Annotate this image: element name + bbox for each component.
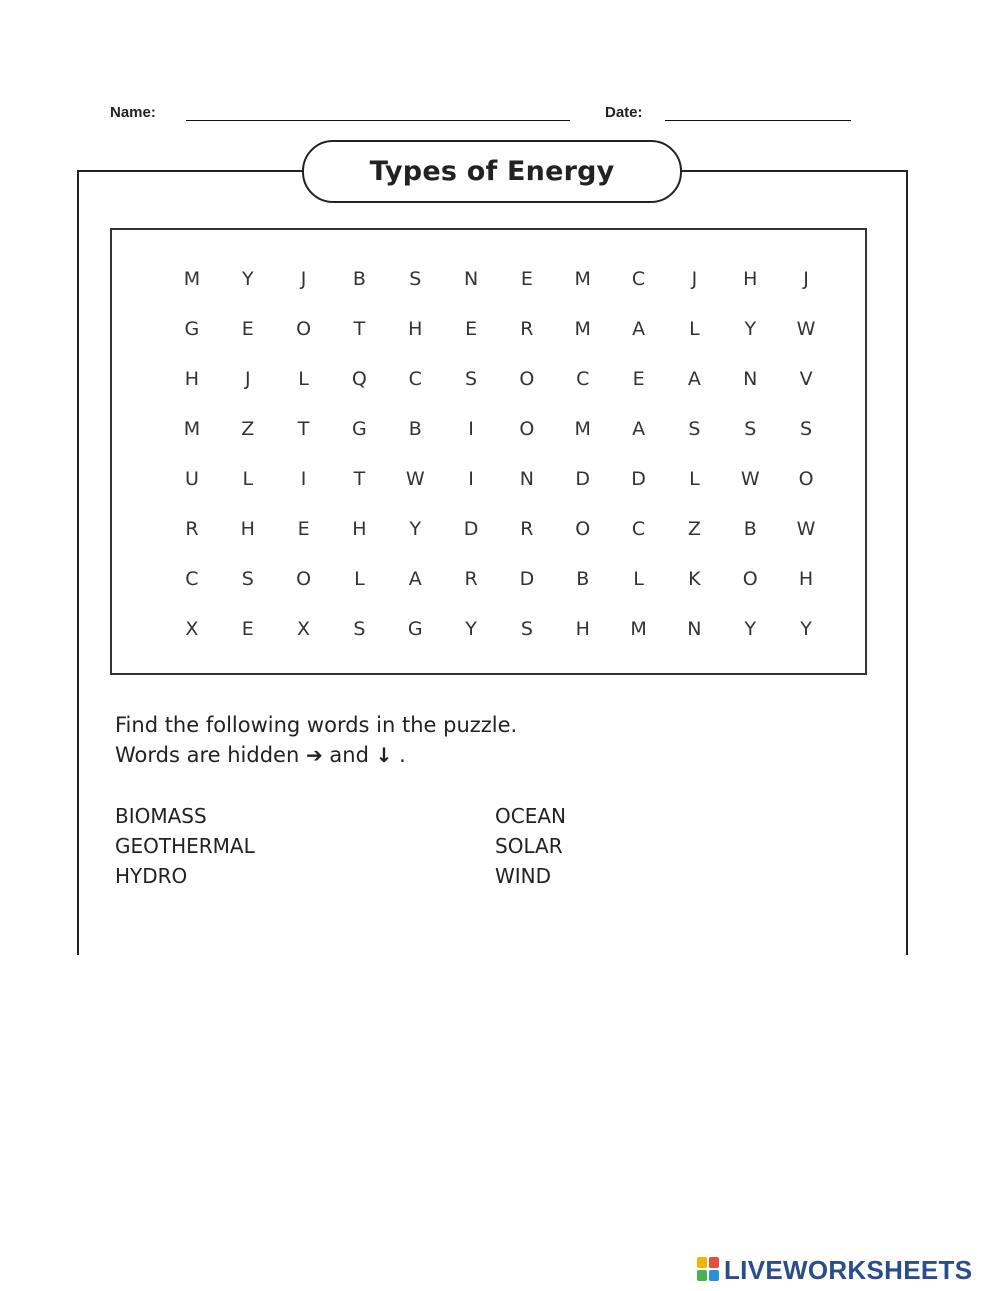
puzzle-letter[interactable]: R — [464, 568, 478, 590]
title-banner — [302, 140, 682, 203]
puzzle-letter[interactable]: C — [185, 568, 199, 590]
puzzle-letter[interactable]: S — [409, 268, 422, 290]
word-list-item: HYDRO — [115, 864, 188, 888]
word-search-grid — [164, 254, 834, 654]
puzzle-letter[interactable]: E — [520, 268, 533, 290]
puzzle-letter[interactable]: G — [407, 618, 423, 640]
puzzle-letter[interactable]: M — [574, 268, 591, 290]
puzzle-letter[interactable]: A — [632, 418, 646, 440]
puzzle-letter[interactable]: S — [241, 568, 254, 590]
puzzle-letter[interactable]: M — [183, 268, 201, 290]
puzzle-letter[interactable]: S — [688, 418, 701, 440]
puzzle-letter[interactable]: H — [743, 268, 758, 290]
puzzle-letter[interactable]: Y — [241, 268, 254, 290]
puzzle-letter[interactable]: R — [185, 518, 199, 540]
puzzle-letter[interactable]: S — [520, 618, 533, 640]
puzzle-letter[interactable]: N — [519, 468, 535, 490]
puzzle-letter[interactable]: B — [743, 518, 757, 540]
word-list-item: BIOMASS — [115, 804, 207, 828]
puzzle-letter[interactable]: S — [744, 418, 757, 440]
puzzle-letter[interactable]: I — [468, 468, 474, 490]
watermark-text: LIVEWORKSHEETS — [724, 1254, 973, 1285]
puzzle-letter[interactable]: C — [576, 368, 590, 390]
puzzle-letter[interactable]: X — [185, 618, 199, 640]
puzzle-letter[interactable]: S — [800, 418, 813, 440]
puzzle-letter[interactable]: Y — [465, 618, 477, 640]
puzzle-letter[interactable]: D — [575, 468, 591, 490]
puzzle-letter[interactable]: O — [296, 318, 312, 340]
puzzle-letter[interactable]: N — [687, 618, 702, 640]
word-list-item: OCEAN — [495, 804, 566, 828]
instructions-period: . — [399, 743, 406, 767]
puzzle-letter[interactable]: O — [575, 518, 591, 540]
puzzle-letter[interactable]: M — [630, 618, 647, 640]
puzzle-letter[interactable]: W — [740, 468, 760, 490]
puzzle-letter[interactable]: H — [408, 318, 423, 340]
header-row — [110, 100, 855, 126]
puzzle-letter[interactable]: Y — [744, 318, 757, 340]
name-label: Name: — [110, 104, 156, 121]
puzzle-letter[interactable]: L — [354, 568, 365, 590]
puzzle-letter[interactable]: X — [297, 618, 311, 640]
puzzle-letter[interactable]: D — [463, 518, 479, 540]
arrow-right-icon: ➔ — [305, 743, 323, 767]
puzzle-letter[interactable]: K — [688, 568, 701, 590]
puzzle-letter[interactable]: O — [519, 368, 535, 390]
word-list-left — [115, 801, 255, 891]
puzzle-letter[interactable]: T — [353, 468, 366, 490]
puzzle-letter[interactable]: C — [631, 268, 646, 290]
puzzle-letter[interactable]: T — [353, 318, 366, 340]
puzzle-letter[interactable]: B — [576, 568, 590, 590]
puzzle-letter[interactable]: V — [799, 368, 813, 390]
puzzle-letter[interactable]: L — [242, 468, 254, 490]
puzzle-letter[interactable]: H — [240, 518, 255, 540]
puzzle-letter[interactable]: R — [520, 518, 534, 540]
puzzle-letter[interactable]: M — [183, 418, 201, 440]
puzzle-letter[interactable]: Y — [744, 618, 757, 640]
puzzle-letter[interactable]: M — [574, 418, 591, 440]
instructions-line-2 — [115, 740, 517, 770]
puzzle-letter[interactable]: B — [408, 418, 422, 440]
liveworksheets-logo-icon — [697, 1257, 721, 1283]
arrow-down-icon: ↓ — [375, 743, 393, 767]
puzzle-letter[interactable]: W — [405, 468, 425, 490]
puzzle-letter[interactable]: J — [244, 368, 251, 390]
puzzle-letter[interactable]: A — [408, 568, 422, 590]
puzzle-letter[interactable]: I — [300, 468, 307, 490]
puzzle-letter[interactable]: S — [465, 368, 478, 390]
puzzle-letter[interactable]: N — [743, 368, 758, 390]
puzzle-letter[interactable]: H — [798, 568, 814, 590]
puzzle-letter[interactable]: W — [796, 318, 816, 340]
puzzle-letter[interactable]: H — [184, 368, 200, 390]
word-list-item: GEOTHERMAL — [115, 834, 255, 858]
puzzle-letter[interactable]: B — [352, 268, 366, 290]
puzzle-letter[interactable]: D — [631, 468, 646, 490]
instructions-line-1: Find the following words in the puzzle. — [115, 713, 518, 737]
puzzle-letter[interactable]: N — [463, 268, 479, 290]
puzzle-letter[interactable]: J — [803, 268, 809, 290]
puzzle-letter[interactable]: R — [520, 318, 534, 340]
puzzle-letter[interactable]: E — [297, 518, 310, 540]
puzzle-letter[interactable]: O — [519, 418, 535, 440]
puzzle-letter[interactable]: G — [184, 318, 200, 340]
liveworksheets-watermark — [697, 1255, 972, 1285]
puzzle-letter[interactable]: L — [298, 368, 309, 390]
puzzle-letter[interactable]: A — [687, 368, 701, 390]
puzzle-letter[interactable]: S — [353, 618, 366, 640]
instructions-prefix: Words are hidden — [115, 743, 300, 767]
puzzle-letter[interactable]: J — [691, 268, 698, 290]
puzzle-letter[interactable]: L — [689, 468, 700, 490]
word-list-right — [495, 801, 566, 891]
instructions — [115, 710, 517, 770]
puzzle-letter[interactable]: Y — [800, 618, 812, 640]
puzzle-letter[interactable]: E — [241, 318, 254, 340]
puzzle-letter[interactable]: I — [468, 418, 474, 440]
puzzle-letter[interactable]: E — [632, 368, 645, 390]
puzzle-letter[interactable]: E — [241, 618, 254, 640]
date-label: Date: — [605, 104, 643, 121]
puzzle-letter[interactable]: O — [798, 468, 814, 490]
puzzle-letter[interactable]: C — [408, 368, 422, 390]
puzzle-letter[interactable]: Z — [687, 518, 701, 540]
instructions-and: and — [329, 743, 369, 767]
word-list-item: SOLAR — [495, 834, 563, 858]
puzzle-letter[interactable]: H — [352, 518, 367, 540]
page-title: Types of Energy — [369, 156, 615, 187]
puzzle-letter[interactable]: L — [689, 318, 700, 340]
puzzle-letter[interactable]: T — [297, 418, 310, 440]
puzzle-letter[interactable]: W — [796, 518, 816, 540]
puzzle-letter[interactable]: L — [633, 568, 644, 590]
puzzle-letter[interactable]: C — [631, 518, 646, 540]
puzzle-letter[interactable]: Q — [351, 368, 367, 390]
puzzle-letter[interactable]: O — [742, 568, 758, 590]
date-field-line[interactable] — [665, 120, 851, 121]
puzzle-letter[interactable]: Y — [409, 518, 422, 540]
puzzle-letter[interactable]: U — [184, 468, 199, 490]
puzzle-letter[interactable]: E — [465, 318, 478, 340]
puzzle-letter[interactable]: A — [632, 318, 646, 340]
puzzle-letter[interactable]: Z — [241, 418, 255, 440]
word-search-box — [110, 228, 867, 675]
puzzle-letter[interactable]: G — [352, 418, 367, 440]
puzzle-letter[interactable]: D — [519, 568, 535, 590]
word-list-item: WIND — [495, 864, 552, 888]
puzzle-letter[interactable]: M — [574, 318, 591, 340]
name-field-line[interactable] — [186, 120, 570, 121]
puzzle-letter[interactable]: H — [575, 618, 590, 640]
puzzle-letter[interactable]: J — [300, 268, 307, 290]
puzzle-letter[interactable]: O — [296, 568, 312, 590]
